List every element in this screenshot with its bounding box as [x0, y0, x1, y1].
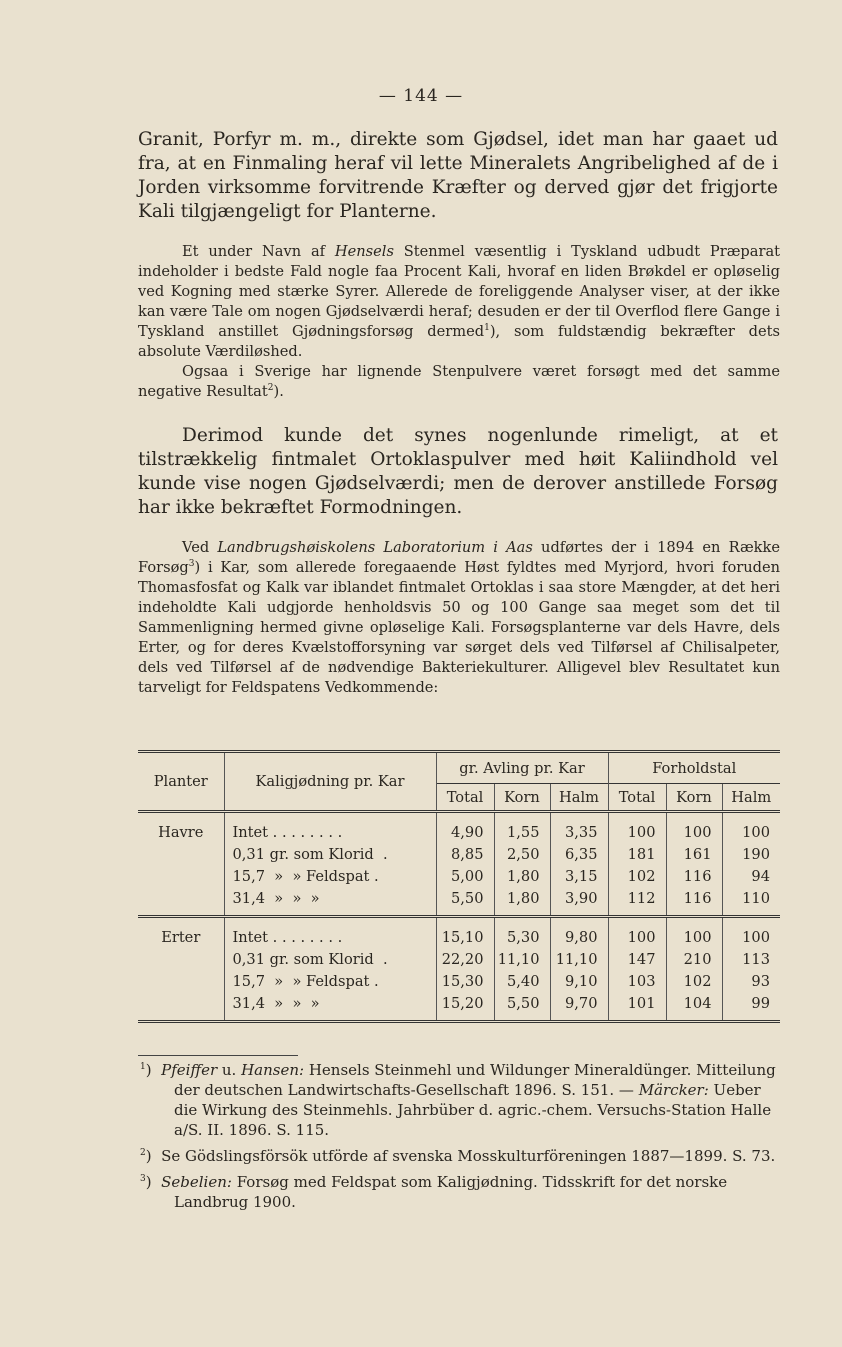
table-cell: 5,50	[494, 992, 550, 1014]
subheader: Total	[436, 784, 494, 812]
kali-treatment: Intet . . . . . . . .	[224, 926, 436, 948]
footnote-ref: 2	[267, 383, 274, 394]
header-avling: gr. Avling pr. Kar	[436, 752, 608, 784]
subheader: Korn	[494, 784, 550, 812]
table-cell: 147	[608, 948, 666, 970]
kali-treatment: 15,7 » » Feldspat .	[224, 865, 436, 887]
table-cell: 11,10	[494, 948, 550, 970]
table-cell: 112	[608, 887, 666, 909]
plant-name	[138, 970, 224, 992]
table-row	[138, 821, 780, 843]
table-cell: 102	[608, 865, 666, 887]
table-cell: 4,90	[436, 821, 494, 843]
table-cell: 8,85	[436, 843, 494, 865]
footnote-divider	[138, 1055, 298, 1056]
table-cell: 3,15	[550, 865, 608, 887]
table-row	[138, 926, 780, 948]
plant-name	[138, 843, 224, 865]
table-row	[138, 948, 780, 970]
results-table	[138, 750, 780, 1025]
table-cell: 101	[608, 992, 666, 1014]
paragraph-ortoklas	[138, 424, 778, 520]
kali-treatment: 0,31 gr. som Klorid .	[224, 948, 436, 970]
plant-name: Erter	[161, 928, 201, 946]
table-cell: 3,35	[550, 821, 608, 843]
table-cell: 5,50	[436, 887, 494, 909]
paragraph-text: Granit, Porfyr m. m., direkte som Gjødsel, idet man har gaaet ud fra, at en Finmaling heraf vil lette Mineralets Angribelighed af de i Jorden virksomme forvitrende Kræfter og derved gjør det frigjorte Kali tilgjængeligt for Planterne.	[138, 129, 778, 222]
header-forholdstal: Forholdstal	[608, 752, 780, 784]
table-row	[138, 865, 780, 887]
table-cell: 113	[722, 948, 780, 970]
table-cell: 22,20	[436, 948, 494, 970]
plant-name: Havre	[158, 823, 204, 841]
table-cell: 104	[666, 992, 722, 1014]
paragraph-granit	[138, 128, 778, 224]
kali-treatment: Intet . . . . . . . .	[224, 821, 436, 843]
table-cell: 210	[666, 948, 722, 970]
header-kaligjodning: Kaligjødning pr. Kar	[224, 752, 436, 812]
table-cell: 100	[722, 926, 780, 948]
table-cell: 99	[722, 992, 780, 1014]
header-planter: Planter	[153, 773, 208, 790]
subheader: Total	[608, 784, 666, 812]
table-cell: 110	[722, 887, 780, 909]
table-cell: 100	[608, 821, 666, 843]
table-cell: 116	[666, 887, 722, 909]
paragraph-aas: Ved Landbrugshøiskolens Laboratorium i Aas udførtes der i 1894 en Række Forsøg$^3$) i Kar, som allerede foregaaende Høst fyldtes med Myrjord, hvori foruden Thomasfosfat og Kalk var iblandet fintmalet Ortoklas i saa store Mængder, at det heri indeholdte Kali udgjorde henholdsvis 50 og 100 Gange saa meget som det til Sammenligning hermed givne opløselige Kali. Forsøgsplanterne var dels Havre, dels Erter, og for deres Kvælstofforsyning var sørget dels ved Tilførsel af Chilisalpeter, dels ved Tilførsel af de nødvendige Bakteriekulturer. Alligevel blev Resultatet kun tarveligt for Feldspatens Vedkommende:	[138, 539, 780, 696]
table-cell: 15,10	[436, 926, 494, 948]
table-cell: 1,80	[494, 865, 550, 887]
table-group-1	[138, 917, 780, 1022]
table-row	[138, 843, 780, 865]
footnote-1: $^1$) Pfeiffer u. Hansen: Hensels Steinmehl und Wildunger Mineraldünger. Mitteilung der deutschen Landwirtschafts-Gesellschaft 1896. S. 151. — Märcker: Ueber die Wirkung des Steinmehls. Jahrbüber d. agric.-chem. Versuchs-Station Halle a/S. II. 1896. S. 115.	[140, 1061, 776, 1139]
table-cell: 9,80	[550, 926, 608, 948]
table-cell: 102	[666, 970, 722, 992]
table-cell: 100	[666, 821, 722, 843]
footnote-2: $^2$) Se Gödslingsförsök utförde af svenska Mosskulturföreningen 1887—1899. S. 73.	[140, 1147, 776, 1165]
footnote-ref: 1	[484, 323, 490, 334]
table-cell: 190	[722, 843, 780, 865]
table-row	[138, 970, 780, 992]
author-hensels: Hensels	[334, 243, 394, 260]
subheader: Korn	[666, 784, 722, 812]
plant-name	[138, 887, 224, 909]
footnote-ref: 3	[188, 559, 195, 570]
table-cell: 9,70	[550, 992, 608, 1014]
footnotes	[140, 1060, 780, 1218]
table-cell: 116	[666, 865, 722, 887]
page-number: — 144 —	[378, 86, 464, 106]
table-cell: 1,55	[494, 821, 550, 843]
table-cell: 6,35	[550, 843, 608, 865]
table-row	[138, 887, 780, 909]
table-cell: 103	[608, 970, 666, 992]
kali-treatment: 31,4 » » »	[224, 992, 436, 1014]
paragraph-text: Derimod kunde det synes nogenlunde rimeligt, at et tilstrækkelig fintmalet Ortoklaspulver med høit Kaliindhold vel kunde vise nogen Gjødselværdi; men de derover anstillede Forsøg har ikke bekræftet Formodningen.	[138, 425, 778, 518]
table-cell: 5,30	[494, 926, 550, 948]
table-cell: 5,00	[436, 865, 494, 887]
table-group-0	[138, 812, 780, 917]
table-cell: 161	[666, 843, 722, 865]
subheader: Halm	[722, 784, 780, 812]
table-cell: 1,80	[494, 887, 550, 909]
institution-name: Landbrugshøiskolens Laboratorium i Aas	[217, 539, 533, 556]
table-cell: 100	[722, 821, 780, 843]
table-row	[138, 992, 780, 1014]
footnote-3: $^3$) Sebelien: Forsøg med Feldspat som Kaligjødning. Tidsskrift for det norske Landbrug 1900.	[140, 1173, 728, 1211]
kali-treatment: 15,7 » » Feldspat .	[224, 970, 436, 992]
kali-treatment: 0,31 gr. som Klorid .	[224, 843, 436, 865]
table-cell: 9,10	[550, 970, 608, 992]
table-cell: 100	[666, 926, 722, 948]
table-cell: 94	[722, 865, 780, 887]
plant-name	[138, 948, 224, 970]
table-cell: 181	[608, 843, 666, 865]
kali-treatment: 31,4 » » »	[224, 887, 436, 909]
plant-name	[138, 865, 224, 887]
plant-name	[138, 992, 224, 1014]
table-cell: 15,30	[436, 970, 494, 992]
table-cell: 3,90	[550, 887, 608, 909]
table-cell: 5,40	[494, 970, 550, 992]
table-cell: 100	[608, 926, 666, 948]
paragraph-hensels: Et under Navn af Hensels Stenmel væsentlig i Tyskland udbudt Præparat indeholder i bedste Fald nogle faa Procent Kali, hvoraf en liden Brøkdel er opløselig ved Kogning med stærke Syrer. Allerede de foreliggende Analyser viser, at der ikke kan være Tale om nogen Gjødselværdi heraf; desuden er der til Overflod flere Gange i Tyskland anstillet Gjødningsforsøg dermed$^1$), som fuldstændig bekræfter dets absolute Værdiløshed. Ogsaa i Sverige har lignende Stenpulvere været forsøgt med det samme negative Resultat$^2$).	[138, 243, 781, 400]
table-cell: 11,10	[550, 948, 608, 970]
table-cell: 2,50	[494, 843, 550, 865]
subheader: Halm	[550, 784, 608, 812]
table-cell: 93	[722, 970, 780, 992]
table-cell: 15,20	[436, 992, 494, 1014]
